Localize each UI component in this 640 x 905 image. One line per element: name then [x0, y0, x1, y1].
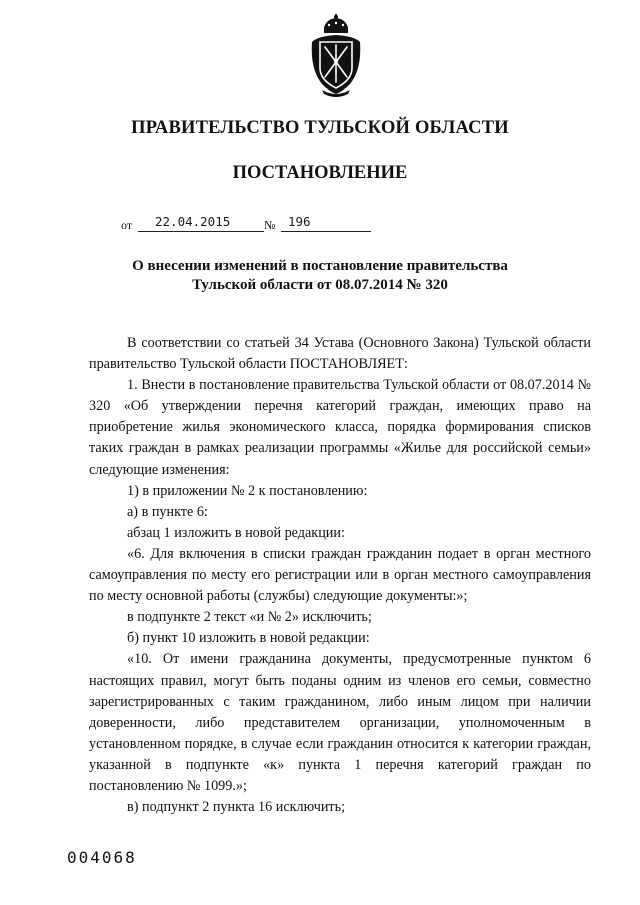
- subject-line-1: О внесении изменений в постановление правительства: [132, 258, 508, 274]
- body-paragraph: «6. Для включения в списки граждан гражданин подает в орган местного самоуправления по месту его регистрации или в орган местного самоуправления по месту основной работы (службы) следующие документы:»;: [89, 545, 591, 605]
- body-paragraph: в) подпункт 2 пункта 16 исключить;: [127, 799, 346, 816]
- date-line: [138, 231, 264, 232]
- body-paragraph: «10. От имени гражданина документы, предусмотренные пунктом 6 настоящих правил, могут быть поданы одним из членов его семьи, совместно зарегистрированных с таким гражданином, либо иным лицом при наличии доверенности, либо представителем организации, уполномоченным в установленном порядке, в случае если гражданин относится к категории граждан, указанной в подпункте «к» пункта 1 перечня категорий граждан по постановлению № 1099.»;: [89, 651, 591, 794]
- serial-number: 004068: [67, 848, 137, 867]
- document-body: [89, 333, 591, 818]
- number-value: 196: [288, 214, 311, 229]
- body-paragraph: б) пункт 10 изложить в новой редакции:: [127, 630, 370, 647]
- document-subject: [0, 257, 640, 295]
- number-line: [281, 231, 371, 232]
- body-paragraph: а) в пункте 6:: [127, 503, 208, 520]
- date-value: 22.04.2015: [155, 214, 231, 229]
- organization-title: ПРАВИТЕЛЬСТВО ТУЛЬСКОЙ ОБЛАСТИ: [131, 118, 509, 138]
- document-meta: [121, 214, 381, 234]
- body-paragraph: 1) в приложении № 2 к постановлению:: [127, 482, 368, 499]
- date-label: от: [121, 218, 133, 232]
- body-paragraph: 1. Внести в постановление правительства Тульской области от 08.07.2014 № 320 «Об утверждении перечня категорий граждан, имеющих право на приобретение жилья экономического класса, порядка формирования списков таких граждан в рамках реализации программы «Жилье для российской семьи» следующие изменения:: [89, 377, 591, 478]
- body-paragraph: в подпункте 2 текст «и № 2» исключить;: [127, 609, 372, 626]
- body-paragraph: В соответствии со статьей 34 Устава (Основного Закона) Тульской области правительство Тульской области ПОСТАНОВЛЯЕТ:: [89, 335, 591, 373]
- body-paragraph: абзац 1 изложить в новой редакции:: [127, 524, 345, 541]
- number-label: №: [264, 218, 276, 232]
- document-type: ПОСТАНОВЛЕНИЕ: [232, 163, 408, 183]
- subject-line-2: Тульской области от 08.07.2014 № 320: [192, 277, 448, 293]
- tula-coat-of-arms-icon: [304, 14, 368, 100]
